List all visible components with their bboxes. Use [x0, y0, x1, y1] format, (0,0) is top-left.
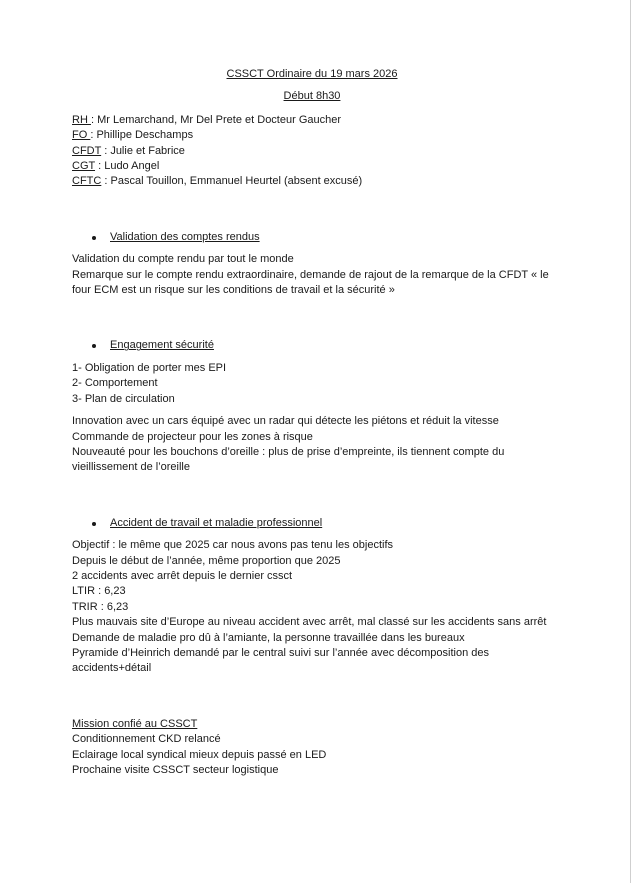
list-item: 1- Obligation de porter mes EPI: [72, 361, 227, 374]
document-body: [72, 67, 552, 778]
list-item: 2- Comportement: [72, 377, 158, 390]
text-line: Remarque sur le compte rendu extraordinaire, demande de rajout de la remarque de la CFDT « le: [72, 268, 549, 281]
text-line: Innovation avec un cars équipé avec un radar qui détecte les piétons et réduit la vitesse: [72, 415, 499, 428]
text-line: four ECM est un risque sur les conditions de travail et la sécurité »: [72, 284, 395, 297]
text-line: Depuis le début de l’année, même proportion que 2025: [72, 554, 341, 567]
start-time: Début 8h30: [283, 90, 341, 103]
attendee-line-cfdt: [72, 144, 552, 159]
section-heading-validation: Validation des comptes rendus: [72, 230, 552, 245]
attendee-line-cftc: [72, 174, 552, 189]
text-line: Objectif : le même que 2025 car nous avons pas tenu les objectifs: [72, 539, 394, 552]
org-label: CFDT: [72, 144, 102, 157]
bullet-icon: [92, 236, 96, 240]
list-item: 3- Plan de circulation: [72, 392, 175, 405]
attendee-names: Julie et Fabrice: [110, 144, 185, 157]
org-label: RH: [72, 113, 91, 126]
text-line: vieillissement de l’oreille: [72, 461, 190, 474]
attendee-names: Mr Lemarchand, Mr Del Prete et Docteur Gaucher: [97, 113, 342, 126]
text-line: Demande de maladie pro dû à l’amiante, la personne travaillée dans les bureaux: [72, 631, 465, 644]
text-line: Validation du compte rendu par tout le monde: [72, 253, 294, 266]
text-line: 2 accidents avec arrêt depuis le dernier cssct: [72, 569, 293, 582]
separator: :: [90, 129, 97, 142]
text-line: Commande de projecteur pour les zones à risque: [72, 430, 313, 443]
separator: :: [90, 113, 98, 126]
text-line: LTIR : 6,23: [72, 585, 126, 598]
mission-body: [72, 732, 552, 778]
text-line: Pyramide d’Heinrich demandé par le central suivi sur l’année avec décomposition des: [72, 646, 489, 659]
document-title: CSSCT Ordinaire du 19 mars 2026: [226, 68, 398, 80]
bullet-icon: [92, 522, 96, 526]
separator: :: [101, 144, 111, 157]
attendee-names: Phillipe Deschamps: [96, 129, 194, 142]
separator: :: [101, 175, 111, 188]
attendee-line-cgt: [72, 159, 552, 174]
attendees-list: [72, 113, 552, 190]
text-line: Prochaine visite CSSCT secteur logistique: [72, 764, 279, 776]
mission-heading: Mission confié au CSSCT: [72, 717, 198, 730]
separator: :: [95, 160, 105, 173]
numbered-list-engagement: [72, 361, 552, 407]
org-label: FO: [72, 129, 91, 142]
attendee-line-fo: [72, 128, 552, 143]
attendee-line-rh: [72, 113, 552, 128]
text-line: accidents+détail: [72, 662, 152, 675]
bullet-icon: [92, 344, 96, 348]
section-body-engagement: [72, 414, 552, 476]
attendee-names: Pascal Touillon, Emmanuel Heurtel (absent excusé): [110, 175, 363, 188]
section-body-validation: [72, 252, 552, 298]
text-line: Nouveauté pour les bouchons d’oreille : plus de prise d’empreinte, ils tiennent compte du: [72, 445, 505, 458]
section-body-accident: [72, 538, 552, 677]
org-label: CFTC: [72, 175, 102, 188]
text-line: Plus mauvais site d’Europe au niveau accident avec arrêt, mal classé sur les accidents sans arrêt: [72, 616, 547, 629]
section-heading-engagement: Engagement sécurité: [72, 338, 552, 353]
attendee-names: Ludo Angel: [104, 160, 160, 173]
section-heading-accident: Accident de travail et maladie professionnel: [72, 516, 552, 531]
text-line: Eclairage local syndical mieux depuis passé en LED: [72, 748, 327, 761]
text-line: TRIR : 6,23: [72, 600, 129, 613]
org-label: CGT: [72, 160, 96, 173]
text-line: Conditionnement CKD relancé: [72, 733, 221, 746]
